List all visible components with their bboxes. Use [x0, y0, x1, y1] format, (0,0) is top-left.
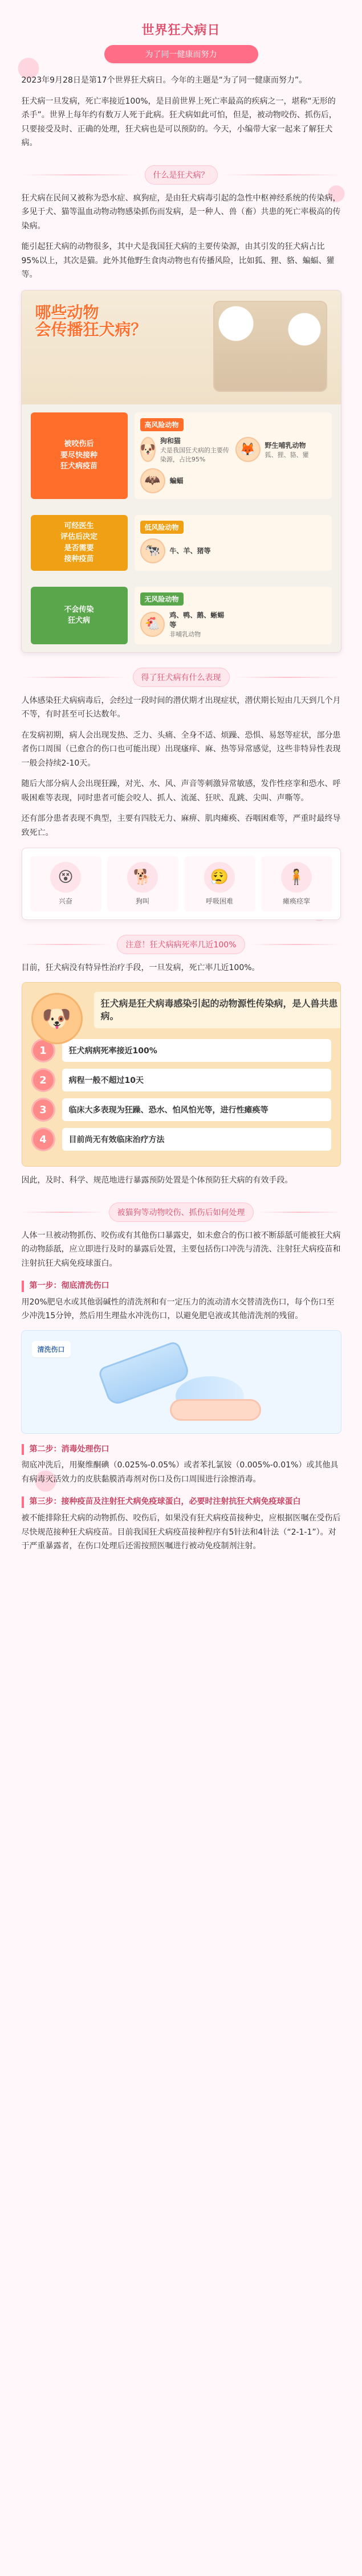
risk-row-high	[22, 404, 341, 507]
animal-label: 牛、羊、猪等	[169, 547, 211, 555]
divider	[22, 944, 112, 945]
fatality-banner: 狂犬病是狂犬病毒感染引起的动物源性传染病，是人兽共患病。	[94, 992, 341, 1029]
risk-left-text-low: 可经医生 评估后决定 是否需要 接种疫苗	[60, 521, 97, 563]
risk-left-text-none: 不会传染 狂犬病	[64, 605, 94, 625]
intro-paragraph-1: 2023年9月28日是第17个世界狂犬病日。今年的主题是“为了同一健康而努力”。	[21, 76, 307, 85]
symptom-card	[261, 856, 332, 911]
fatality-text: 狂犬病病死率接近100%	[62, 1039, 331, 1062]
fatality-row	[31, 1098, 331, 1122]
animals-list-high	[140, 436, 326, 493]
symptoms-paragraph-2: 在发病初期，病人会出现发热、乏力、头痛、全身不适、烦躁、恐惧、易怒等症状，部分患者伤口周围（已愈合的伤口也可能出现）出现瘙痒、麻、热等异常感觉，这些非特异性表现一般会持续2-10天。	[21, 730, 341, 768]
section-title-symptoms: 得了狂犬病有什么表现	[133, 668, 230, 687]
step-1-text: 用20%肥皂水或其他弱碱性的清洗剂和有一定压力的流动清水交替清洗伤口，每个伤口至少冲洗15分钟，然后用生理盐水冲洗伤口，以避免肥皂液或其他清洗剂的残留。	[21, 1297, 335, 1321]
infographic-hero	[22, 291, 341, 404]
animal-note: 非哺乳动物	[169, 630, 201, 638]
step-2-text: 彻底冲洗后，用聚维酮碘（0.025%-0.05%）或者苯扎氯铵（0.005%-0.01%）或其他具有病毒灭活效力的皮肤黏膜消毒剂对伤口及伤口周围进行涂擦消毒。	[21, 1461, 339, 1484]
step-1-title: 第一步：彻底清洗伤口	[22, 1281, 341, 1292]
bird-icon: 🐔	[140, 612, 165, 637]
hand-icon	[170, 1399, 261, 1421]
bark-icon: 🐕	[127, 862, 158, 893]
animal-info	[170, 476, 184, 485]
animal-info	[169, 610, 230, 639]
fatality-text: 病程一般不超过10天	[62, 1069, 331, 1091]
section-header-treatment	[22, 1203, 341, 1222]
animal-note: 狐、狸、貉、獾	[265, 451, 309, 459]
fatality-text: 目前尚无有效临床治疗方法	[62, 1128, 331, 1151]
fatality-row	[31, 1038, 331, 1062]
fatality-index-icon: 1	[31, 1038, 55, 1062]
divider	[259, 1212, 341, 1213]
paralysis-icon: 🧍	[281, 862, 312, 893]
what-paragraph-1: 狂犬病在民间又被称为恐水症、疯狗症，是由狂犬病毒引起的急性中枢神经系统的传染病，多见于犬、猫等温血动物动物感染抓伤而发病，是一种人、兽（畜）共患的死亡率极高的传染病。	[21, 193, 341, 231]
symptom-card	[107, 856, 178, 911]
symptom-illustration-grid	[22, 848, 341, 920]
excited-icon: 😵	[50, 862, 81, 893]
step-3-title: 第三步：接种疫苗及注射狂犬病免疫球蛋白，必要时注射抗狂犬病免疫球蛋白	[22, 1496, 341, 1508]
animal-label: 狗和猫	[160, 436, 181, 445]
divider	[235, 677, 341, 678]
section-header-symptoms	[22, 668, 341, 687]
divider	[251, 944, 341, 945]
farm-animal-icon: 🐄	[140, 538, 165, 563]
treatment-intro: 人体一旦被动物抓伤、咬伤或有其他伤口暴露史，如未愈合的伤口被不断舔舐可能被狂犬病的动物舔舐，应立即进行及时的暴露后处置，主要包括伤口冲洗与清洗、注射狂犬病疫苗和注射抗狂犬病免疫球蛋白。	[21, 1230, 341, 1268]
section-header-fatality	[22, 935, 341, 954]
dog-cat-icon: 🐶	[140, 437, 156, 462]
symptom-label: 兴奋	[58, 897, 72, 905]
symptoms-paragraph-3: 随后大部分病人会出现狂躁，对光、水、风、声音等刺激异常敏感，发作性痉挛和恐水、呼吸困难等表现，同时患者可能会咬人、抓人、流涎、狂吠、乱跳、尖叫、声嘶等。	[21, 779, 341, 803]
symptoms-paragraph-1: 人体感染狂犬病病毒后，会经过一段时间的潜伏期才出现症状，潜伏期长短由几天到几个月不等，有时甚至可长达数年。	[21, 696, 341, 719]
infographic-title	[35, 304, 172, 340]
section-title-what: 什么是狂犬病？	[145, 165, 218, 185]
fatality-text: 临床大多表现为狂躁、恐水、怕风怕光等，进行性瘫痪等	[62, 1098, 331, 1121]
step-2-title: 第二步：消毒处理伤口	[22, 1444, 341, 1455]
symptom-label: 呼吸困难	[205, 897, 233, 905]
breathing-icon: 😮‍💨	[204, 862, 235, 893]
fatality-rows	[31, 1038, 331, 1151]
risk-left-none	[31, 587, 128, 644]
section-title-fatality: 注意！狂犬病病死率几近100%	[117, 935, 245, 954]
fatality-card	[22, 982, 341, 1167]
infographic-title-line-2: 会传播狂犬病？	[35, 320, 147, 340]
risk-left-high	[31, 412, 128, 499]
divider	[22, 677, 127, 678]
animals-list-low	[140, 538, 326, 563]
animal-item	[140, 468, 231, 493]
symptoms-paragraph-4: 还有部分患者表现不典型，主要有四肢无力、麻痹、肌肉瘫痪、吞咽困难等，严重时最终导致死亡。	[21, 814, 341, 837]
symptom-label: 狗叫	[135, 897, 149, 905]
risk-row-none	[22, 579, 341, 652]
bat-icon: 🦇	[140, 468, 165, 493]
subtitle-pill: 为了同一健康而努力	[104, 45, 258, 63]
kid-with-dog-illustration	[213, 301, 327, 392]
animal-item	[140, 538, 231, 563]
risk-tag-none: 无风险动物	[140, 592, 184, 606]
fatality-index-icon: 2	[31, 1068, 55, 1092]
step-3-text: 被不能排除狂犬病的动物抓伤、咬伤后，如果没有狂犬病疫苗接种史，应根据医嘱在受伤后尽快规范接种狂犬病疫苗。目前我国狂犬病疫苗接种程序有5针法和4针法（“2-1-1”）。对于严重暴露者，在伤口处理后还需按照医嘱进行被动免疫制剂注射。	[21, 1514, 341, 1551]
washing-label: 清洗伤口	[32, 1341, 71, 1357]
symptom-label: 瘫痪痉挛	[282, 897, 310, 905]
section-header-what	[22, 165, 341, 185]
risk-right-low	[135, 515, 332, 571]
fatality-index-icon: 4	[31, 1127, 55, 1151]
risk-row-low	[22, 507, 341, 579]
animal-info	[160, 436, 231, 464]
animal-info	[265, 440, 309, 459]
animal-info	[170, 546, 211, 555]
animal-label: 鸡、鸭、鹅、蜥蜴等	[169, 611, 225, 629]
risk-tag-high: 高风险动物	[140, 418, 184, 431]
risk-right-high	[135, 412, 332, 499]
page-title: 世界狂犬病日	[141, 23, 221, 38]
risk-tag-low: 低风险动物	[140, 521, 184, 534]
risk-left-text-high: 被咬伤后 要尽快接种 狂犬病疫苗	[60, 440, 97, 471]
symptom-card	[30, 856, 101, 911]
divider	[22, 174, 139, 175]
infographic-card	[21, 290, 341, 653]
dog-icon: 🐶	[31, 993, 83, 1044]
header	[22, 21, 341, 63]
fatality-row	[31, 1068, 331, 1092]
fatality-index-icon: 3	[31, 1098, 55, 1122]
fatality-row	[31, 1127, 331, 1151]
risk-left-low	[31, 515, 128, 571]
divider	[22, 1212, 103, 1213]
what-paragraph-2: 能引起狂犬病的动物很多，其中犬是我国狂犬病的主要传染源，由其引发的狂犬病占比95%以上，其次是猫。此外其他野生食肉动物也有传播风险，比如狐、狸、貉、蝙蝠、獾等。	[21, 242, 335, 279]
intro-paragraph-2: 狂犬病一旦发病，死亡率接近100%，是目前世界上死亡率最高的疾病之一，堪称“无形的杀手”。世界上每年约有数万人死于此病。狂犬病如此可怕，但是，被动物咬伤、抓伤后，只要接受及时、正确的处理，狂犬病也是可以预防的。今天，小编带大家一起来了解狂犬病。	[21, 96, 337, 148]
animal-label: 野生哺乳动物	[265, 441, 306, 449]
fatality-after: 因此，及时、科学、规范地进行暴露预防处置是个体预防狂犬病的有效手段。	[21, 1176, 293, 1185]
footer-spacer	[0, 1560, 362, 1583]
animal-note: 犬是我国狂犬病的主要传染源，占比95%	[160, 446, 229, 463]
risk-right-none	[135, 587, 332, 644]
washing-illustration	[21, 1330, 341, 1434]
infographic-title-line-1: 哪些动物	[35, 302, 99, 322]
animal-item	[235, 436, 326, 464]
section-title-treatment: 被猫狗等动物咬伤、抓伤后如何处理	[109, 1203, 254, 1222]
wild-animal-icon: 🦊	[235, 437, 261, 462]
animal-label: 蝙蝠	[169, 477, 184, 485]
animal-item	[140, 436, 231, 464]
animals-list-none	[140, 610, 326, 639]
divider	[223, 174, 341, 175]
animal-item	[140, 610, 231, 639]
symptom-card	[184, 856, 255, 911]
fatality-intro: 目前，狂犬病没有特异性治疗手段，一旦发病，死亡率几近100%。	[21, 963, 260, 972]
